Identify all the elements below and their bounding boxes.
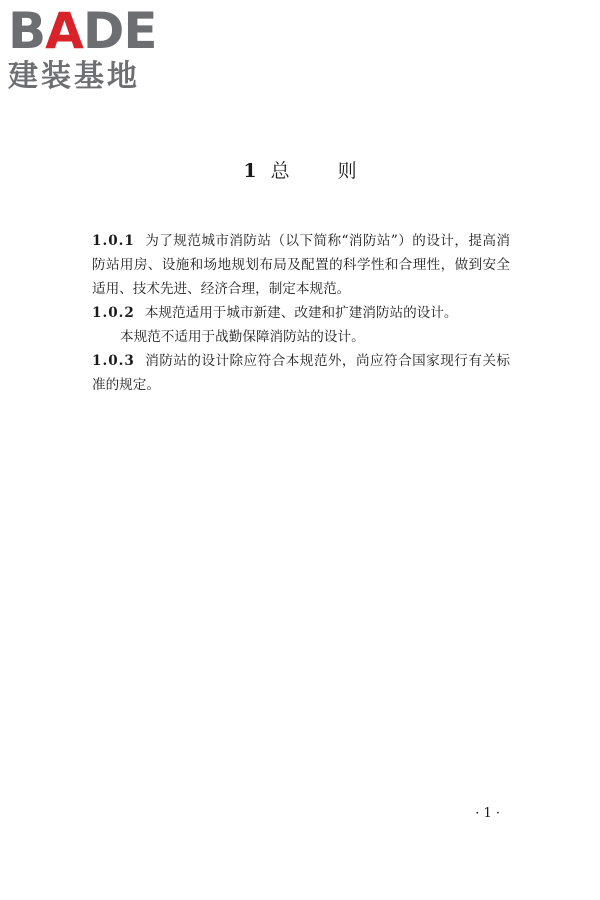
chapter-title-part1: 总: [270, 160, 290, 182]
logo-subtitle: 建装基地: [8, 59, 140, 94]
clause-1-0-2: [92, 301, 510, 325]
chapter-number: 1: [243, 160, 257, 182]
clause-1-0-2-extra: 本规范不适用于战勤保障消防站的设计。: [120, 329, 365, 345]
chapter-title-part2: 则: [337, 160, 357, 182]
chapter-title: [0, 156, 600, 183]
logo-wordmark: [8, 2, 178, 60]
clause-text: 为了规范城市消防站（以下简称“消防站”）的设计，提高消防站用房、设施和场地规划布局及配置的科学性和合理性，做到安全适用、技术先进、经济合理，制定本规范。: [92, 233, 510, 297]
clause-1-0-1: [92, 229, 510, 301]
clause-text: 本规范适用于城市新建、改建和扩建消防站的设计。: [144, 305, 458, 321]
logo: [8, 2, 178, 96]
clause-1-0-3: [92, 349, 510, 397]
clause-number: 1.0.3: [92, 353, 135, 369]
clause-number: 1.0.2: [92, 305, 135, 321]
logo-letters-de: DE: [82, 2, 157, 60]
chapter-content: [92, 229, 510, 397]
logo-letter-a: A: [45, 2, 83, 60]
page-number: · 1 ·: [475, 806, 500, 821]
logo-letter-b: B: [8, 2, 46, 60]
clause-number: 1.0.1: [92, 233, 135, 249]
clause-text: 消防站的设计除应符合本规范外，尚应符合国家现行有关标准的规定。: [92, 353, 510, 393]
